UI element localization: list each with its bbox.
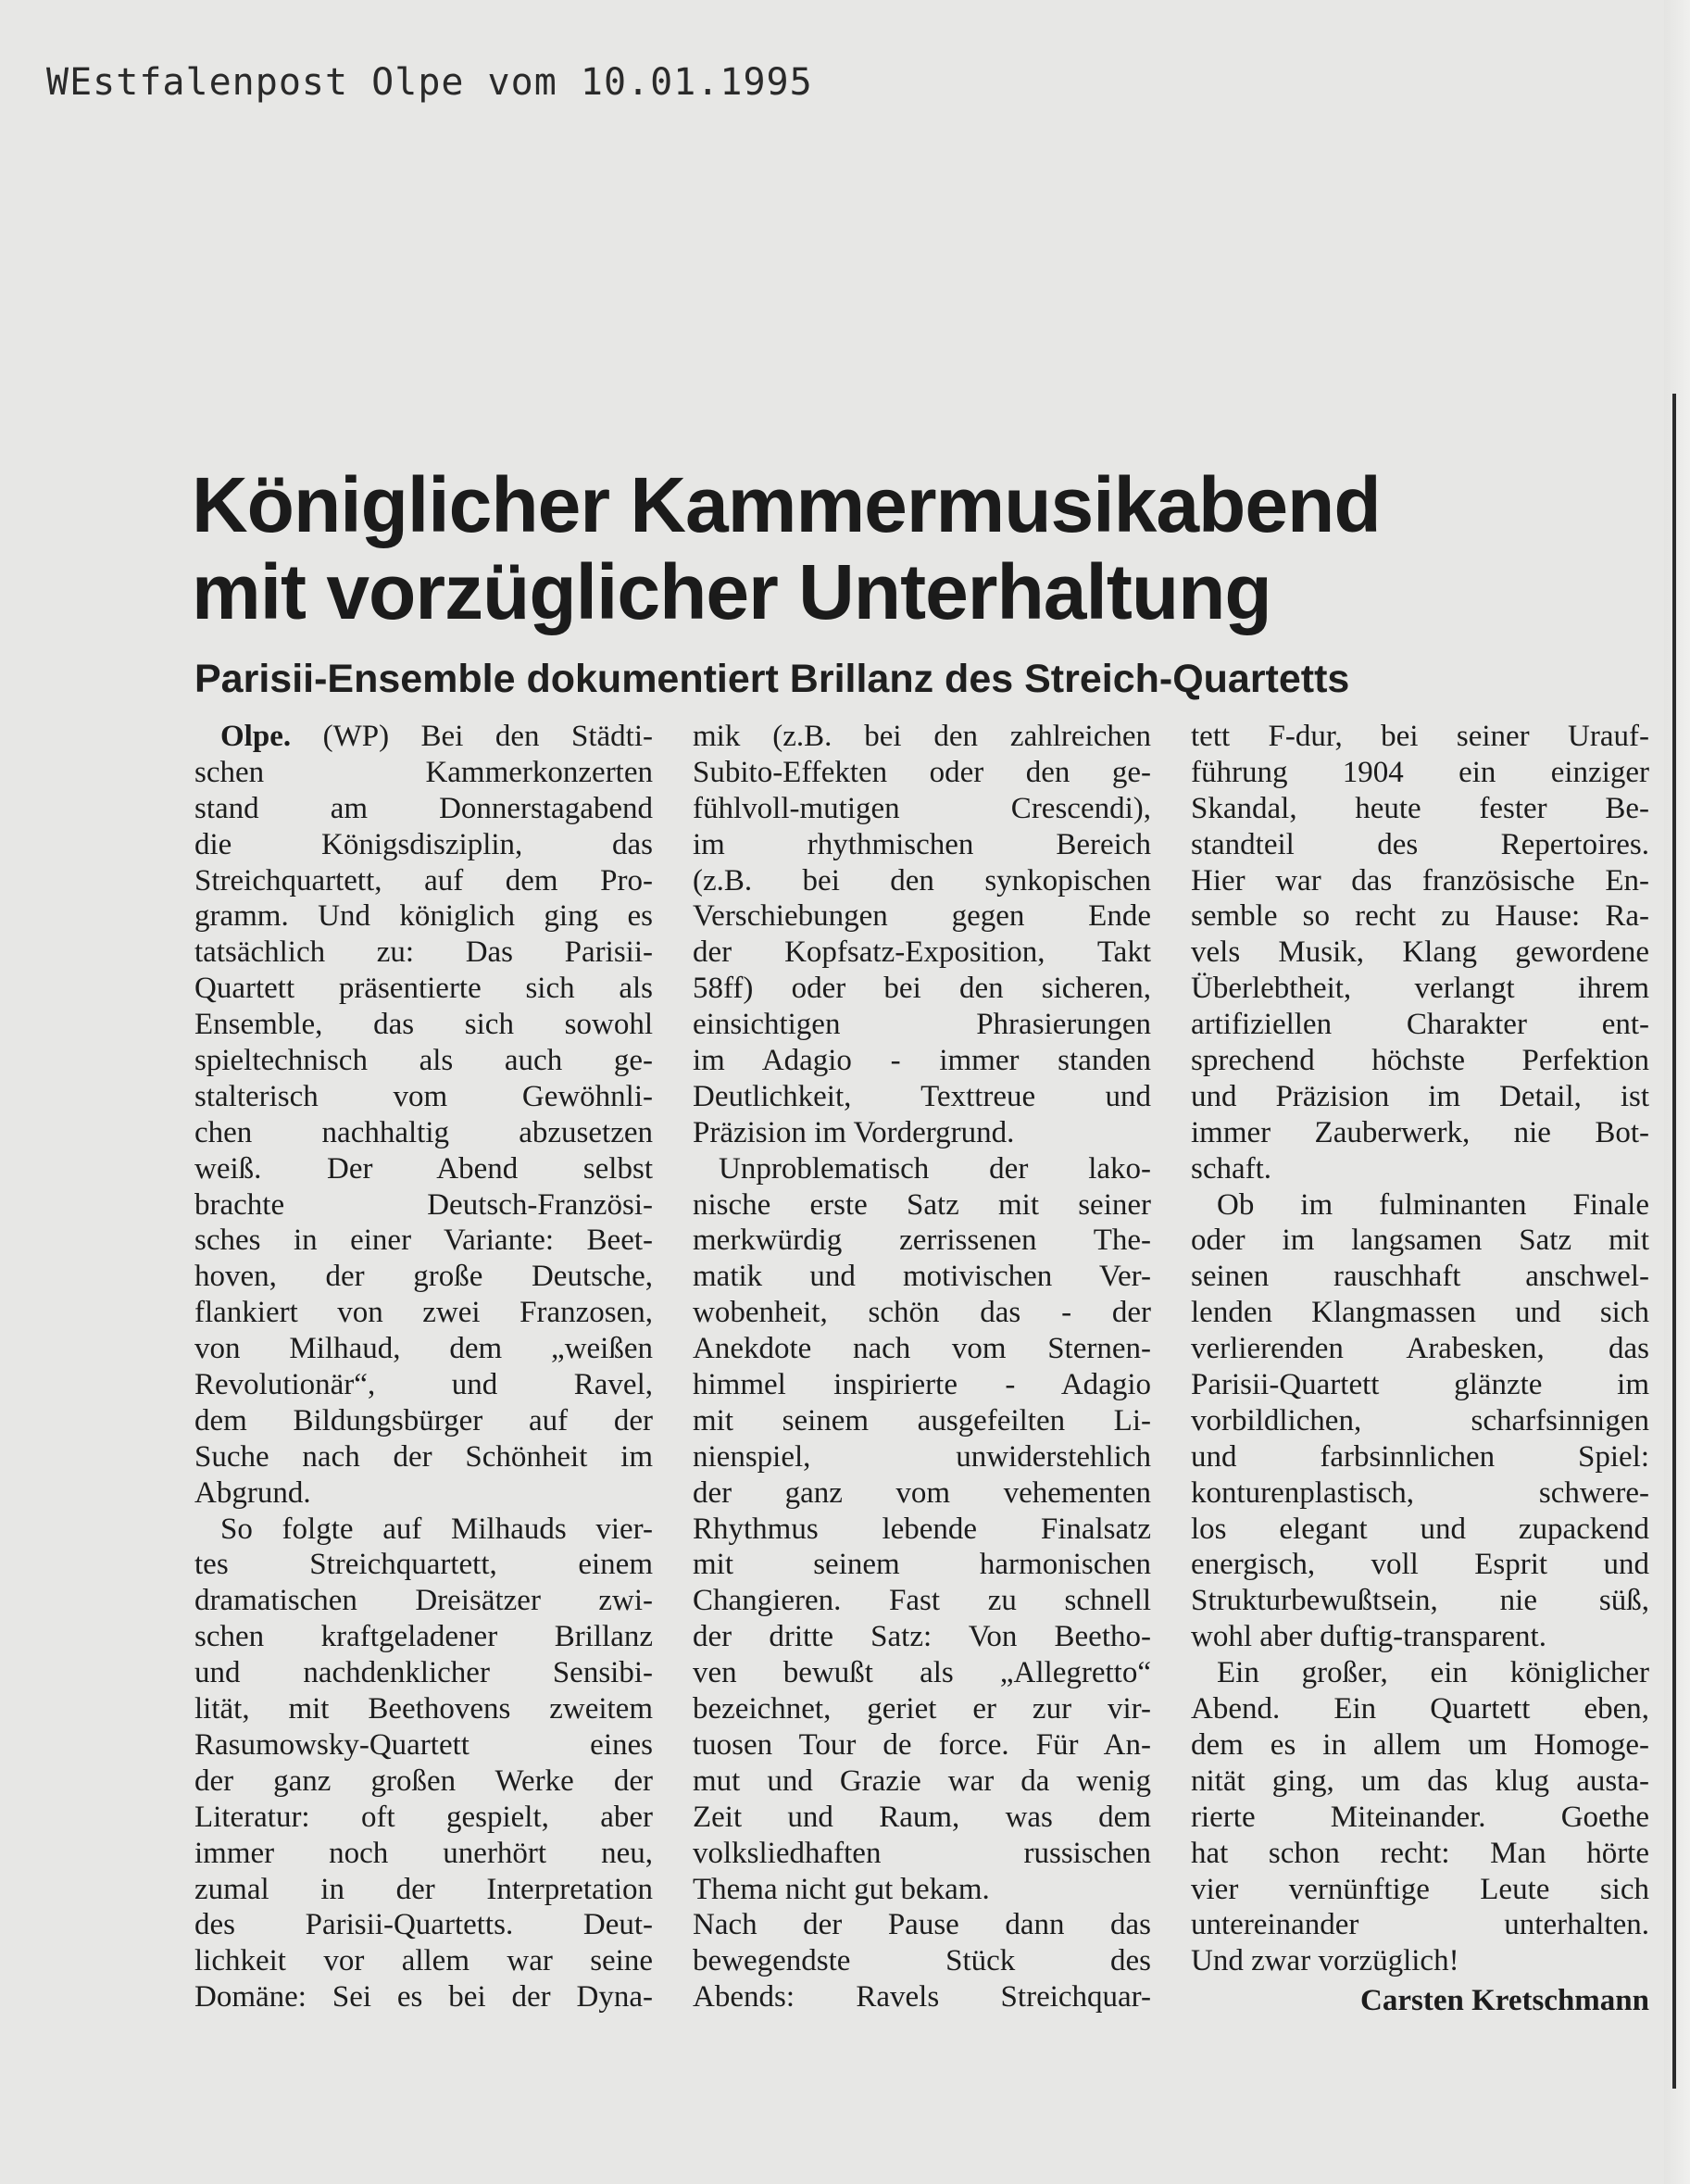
article-line: energisch, voll Esprit und [1191,1548,1649,1582]
article-line: himmel inspirierte - Adagio [693,1368,1151,1402]
article-line: nienspiel, unwiderstehlich [693,1439,1151,1474]
article-line: der ganz großen Werke der [194,1764,653,1798]
article-line: konturenplastisch, schwere- [1191,1475,1649,1510]
article-line: volksliedhaften russischen [693,1836,1151,1870]
article-line: oder im langsamen Satz mit [1191,1224,1649,1258]
article-line: wohl aber duftig-transparent. [1191,1620,1546,1654]
article-line: Thema nicht gut bekam. [693,1872,990,1906]
article-line: Ein großer, ein königlicher [1217,1656,1649,1690]
article-line: Unproblematisch der lako- [719,1151,1151,1186]
article-line: spieltechnisch als auch ge- [194,1044,653,1078]
article-line: mut und Grazie war da wenig [693,1764,1151,1798]
article-line: und nachdenklicher Sensibi- [194,1656,653,1690]
article-line: ven bewußt als „Allegretto“ [693,1656,1151,1690]
article-line: sprechend höchste Perfektion [1191,1044,1649,1078]
article-line: bewegendste Stück des [693,1944,1151,1978]
article-line [194,719,653,755]
article-line: im Adagio - immer standen [693,1044,1151,1078]
subheadline: Parisii-Ensemble dokumentiert Brillanz des Streich-Quartetts [194,657,1350,701]
article-line: lität, mit Beethovens zweitem [194,1692,653,1726]
article-line: Zeit und Raum, was dem [693,1800,1151,1834]
column-rule [1672,394,1676,2089]
article-line: Strukturbewußtsein, nie süß, [1191,1584,1649,1618]
article-line: mit seinem ausgefeilten Li- [693,1403,1151,1437]
article-line: Anekdote nach vom Sternen- [693,1332,1151,1366]
article-line: lichkeit vor allem war seine [194,1944,653,1978]
article-line: hat schon recht: Man hörte [1191,1836,1649,1870]
article-line: Verschiebungen gegen Ende [693,899,1151,934]
article-line: chen nachhaltig abzusetzen [194,1115,653,1149]
article-line: Domäne: Sei es bei der Dyna- [194,1980,653,2015]
article-line: vier vernünftige Leute sich [1191,1872,1649,1906]
headline-line-1: Königlicher Kammermusikabend [192,461,1381,548]
article-line: flankiert von zwei Franzosen, [194,1296,653,1330]
article-line: Rhythmus lebende Finalsatz [693,1512,1151,1546]
article-line: Ensemble, das sich sowohl [194,1008,653,1042]
article-line: bezeichnet, geriet er zur vir- [693,1692,1151,1726]
article-line: Deutlichkeit, Texttreue und [693,1079,1151,1113]
article-line: seinen rauschhaft anschwel- [1191,1260,1649,1294]
article-line: Abend. Ein Quartett eben, [1191,1692,1649,1726]
article-line: untereinander unterhalten. [1191,1908,1649,1942]
article-line: immer Zauberwerk, nie Bot- [1191,1115,1649,1149]
article-line: Nach der Pause dann das [693,1908,1151,1942]
article-line: verlierenden Arabesken, das [1191,1332,1649,1366]
article-line: Quartett präsentierte sich als [194,972,653,1006]
article-column-1 [194,719,653,2015]
article-line: Rasumowsky-Quartett eines [194,1727,653,1762]
article-line: stand am Donnerstagabend [194,791,653,825]
article-line: mit seinem harmonischen [693,1548,1151,1582]
article-line: hoven, der große Deutsche, [194,1260,653,1294]
article-line: im rhythmischen Bereich [693,827,1151,861]
article-line: rierte Miteinander. Goethe [1191,1800,1649,1834]
article-line: zumal in der Interpretation [194,1872,653,1906]
scan-edge [1664,0,1690,2184]
article-line: Suche nach der Schönheit im [194,1439,653,1474]
headline [192,461,1636,635]
article-line: brachte Deutsch-Französi- [194,1187,653,1222]
article-line: Und zwar vorzüglich! [1191,1944,1459,1978]
article-line: tett F-dur, bei seiner Urauf- [1191,720,1649,753]
article-line: vels Musik, Klang gewordene [1191,935,1649,970]
article-line: schen kraftgeladener Brillanz [194,1620,653,1654]
article-line: artifiziellen Charakter ent- [1191,1008,1649,1042]
article-line: führung 1904 ein einziger [1191,755,1649,789]
article-line: der Kopfsatz-Exposition, Takt [693,935,1151,970]
article-line: wobenheit, schön das - der [693,1296,1151,1330]
source-line: WEstfalenpost Olpe vom 10.01.1995 [46,61,813,104]
article-line: mik (z.B. bei den zahlreichen [693,720,1151,753]
article-line: Changieren. Fast zu schnell [693,1584,1151,1618]
article-line-text: (WP) Bei den Städti- [291,720,653,753]
article-line: schen Kammerkonzerten [194,755,653,789]
article-line: schaft. [1191,1151,1272,1186]
article-line: Literatur: oft gespielt, aber [194,1800,653,1834]
article-line: dem es in allem um Homoge- [1191,1727,1649,1762]
article-line: sches in einer Variante: Beet- [194,1224,653,1258]
article-line: die Königsdisziplin, das [194,827,653,861]
article-line: dem Bildungsbürger auf der [194,1403,653,1437]
article-line: des Parisii-Quartetts. Deut- [194,1908,653,1942]
article-line: Überlebtheit, verlangt ihrem [1191,972,1649,1006]
article-line: Präzision im Vordergrund. [693,1115,1015,1149]
article-line: nische erste Satz mit seiner [693,1187,1151,1222]
article-line: tatsächlich zu: Das Parisii- [194,935,653,970]
article-line: stalterisch vom Gewöhnli- [194,1079,653,1113]
article-line: los elegant und zupackend [1191,1512,1649,1546]
article-line: der ganz vom vehementen [693,1475,1151,1510]
dateline: Olpe. [220,720,292,753]
article-line: und farbsinnlichen Spiel: [1191,1439,1649,1474]
article-line: dramatischen Dreisätzer zwi- [194,1584,653,1618]
article-line: Subito-Effekten oder den ge- [693,755,1151,789]
article-line: Parisii-Quartett glänzte im [1191,1368,1649,1402]
author-byline: Carsten Kretschmann [1360,1984,1649,2018]
article-line: standteil des Repertoires. [1191,827,1649,861]
article-line: semble so recht zu Hause: Ra- [1191,899,1649,934]
article-line: und Präzision im Detail, ist [1191,1079,1649,1113]
article-line: Streichquartett, auf dem Pro- [194,863,653,897]
article-line: So folgte auf Milhauds vier- [220,1512,653,1546]
article-line: vorbildlichen, scharfsinnigen [1191,1403,1649,1437]
article-line: merkwürdig zerrissenen The- [693,1224,1151,1258]
article-column-2 [693,719,1151,2015]
article-line: immer noch unerhört neu, [194,1836,653,1870]
article-line: Skandal, heute fester Be- [1191,791,1649,825]
article-line: Ob im fulminanten Finale [1217,1187,1649,1222]
article-line: Hier war das französische En- [1191,863,1649,897]
article-line: Revolutionär“, und Ravel, [194,1368,653,1402]
article-line: nität ging, um das klug austa- [1191,1764,1649,1798]
article-line: der dritte Satz: Von Beetho- [693,1620,1151,1654]
article-line: Abends: Ravels Streichquar- [693,1980,1151,2015]
article-line: weiß. Der Abend selbst [194,1151,653,1186]
article-line: fühlvoll-mutigen Crescendi), [693,791,1151,825]
article-line: matik und motivischen Ver- [693,1260,1151,1294]
article-line: 58ff) oder bei den sicheren, [693,972,1151,1006]
article-column-3 [1191,719,1649,2019]
article-line: gramm. Und königlich ging es [194,899,653,934]
article-line: Abgrund. [194,1475,311,1510]
headline-line-2: mit vorzüglicher Unterhaltung [192,548,1271,635]
article-line: tuosen Tour de force. Für An- [693,1727,1151,1762]
article-line: von Milhaud, dem „weißen [194,1332,653,1366]
article-line: (z.B. bei den synkopischen [693,863,1151,897]
article-line: tes Streichquartett, einem [194,1548,653,1582]
article-line: lenden Klangmassen und sich [1191,1296,1649,1330]
article-line: einsichtigen Phrasierungen [693,1008,1151,1042]
